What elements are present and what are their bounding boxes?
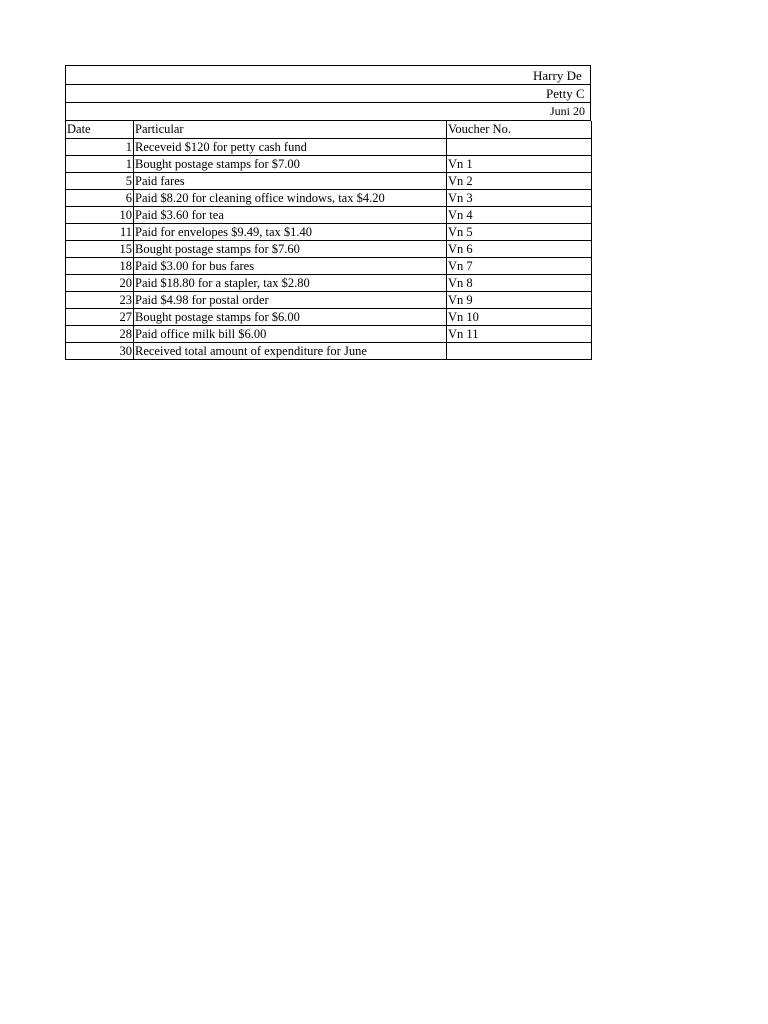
voucher-cell: Vn 3 [447, 189, 592, 206]
voucher-cell: Vn 5 [447, 223, 592, 240]
book-title-row [65, 85, 591, 103]
spreadsheet [65, 65, 591, 360]
table-row [66, 308, 592, 325]
particular-cell: Paid office milk bill $6.00 [134, 325, 447, 342]
voucher-cell: Vn 7 [447, 257, 592, 274]
company-name: Harry De [533, 68, 582, 83]
particular-cell: Paid $8.20 for cleaning office windows, tax $4.20 [134, 189, 447, 206]
particular-cell: Received total amount of expenditure for June [134, 342, 447, 359]
date-cell: 23 [66, 291, 134, 308]
particular-cell: Bought postage stamps for $7.60 [134, 240, 447, 257]
particular-cell: Paid $4.98 for postal order [134, 291, 447, 308]
particular-cell: Bought postage stamps for $7.00 [134, 155, 447, 172]
table-row [66, 240, 592, 257]
column-header-voucher: Voucher No. [447, 121, 592, 138]
particular-cell: Paid $3.60 for tea [134, 206, 447, 223]
voucher-cell: Vn 9 [447, 291, 592, 308]
table-header-row [66, 121, 592, 138]
table-row [66, 223, 592, 240]
voucher-cell [447, 138, 592, 155]
date-cell: 1 [66, 155, 134, 172]
date-cell: 28 [66, 325, 134, 342]
particular-cell: Paid fares [134, 172, 447, 189]
date-cell: 10 [66, 206, 134, 223]
voucher-cell [447, 342, 592, 359]
date-cell: 1 [66, 138, 134, 155]
voucher-cell: Vn 8 [447, 274, 592, 291]
period-title-row [65, 103, 591, 121]
voucher-cell: Vn 11 [447, 325, 592, 342]
date-cell: 5 [66, 172, 134, 189]
voucher-cell: Vn 6 [447, 240, 592, 257]
particular-cell: Paid $18.80 for a stapler, tax $2.80 [134, 274, 447, 291]
particular-cell: Bought postage stamps for $6.00 [134, 308, 447, 325]
table-row [66, 274, 592, 291]
date-cell: 18 [66, 257, 134, 274]
voucher-cell: Vn 4 [447, 206, 592, 223]
table-row [66, 291, 592, 308]
date-cell: 30 [66, 342, 134, 359]
date-cell: 11 [66, 223, 134, 240]
book-title: Petty C [546, 86, 585, 101]
table-row [66, 138, 592, 155]
particular-cell: Paid for envelopes $9.49, tax $1.40 [134, 223, 447, 240]
petty-cash-table [65, 121, 592, 360]
column-header-date: Date [66, 121, 134, 138]
table-row [66, 172, 592, 189]
voucher-cell: Vn 1 [447, 155, 592, 172]
date-cell: 6 [66, 189, 134, 206]
particular-cell: Paid $3.00 for bus fares [134, 257, 447, 274]
voucher-cell: Vn 2 [447, 172, 592, 189]
date-cell: 20 [66, 274, 134, 291]
table-row [66, 189, 592, 206]
table-row [66, 325, 592, 342]
table-row [66, 342, 592, 359]
date-cell: 15 [66, 240, 134, 257]
particular-cell: Receveid $120 for petty cash fund [134, 138, 447, 155]
table-row [66, 206, 592, 223]
column-header-particular: Particular [134, 121, 447, 138]
voucher-cell: Vn 10 [447, 308, 592, 325]
table-row [66, 155, 592, 172]
date-cell: 27 [66, 308, 134, 325]
period-title: Juni 20 [550, 104, 586, 118]
table-row [66, 257, 592, 274]
company-title-row [65, 65, 591, 85]
